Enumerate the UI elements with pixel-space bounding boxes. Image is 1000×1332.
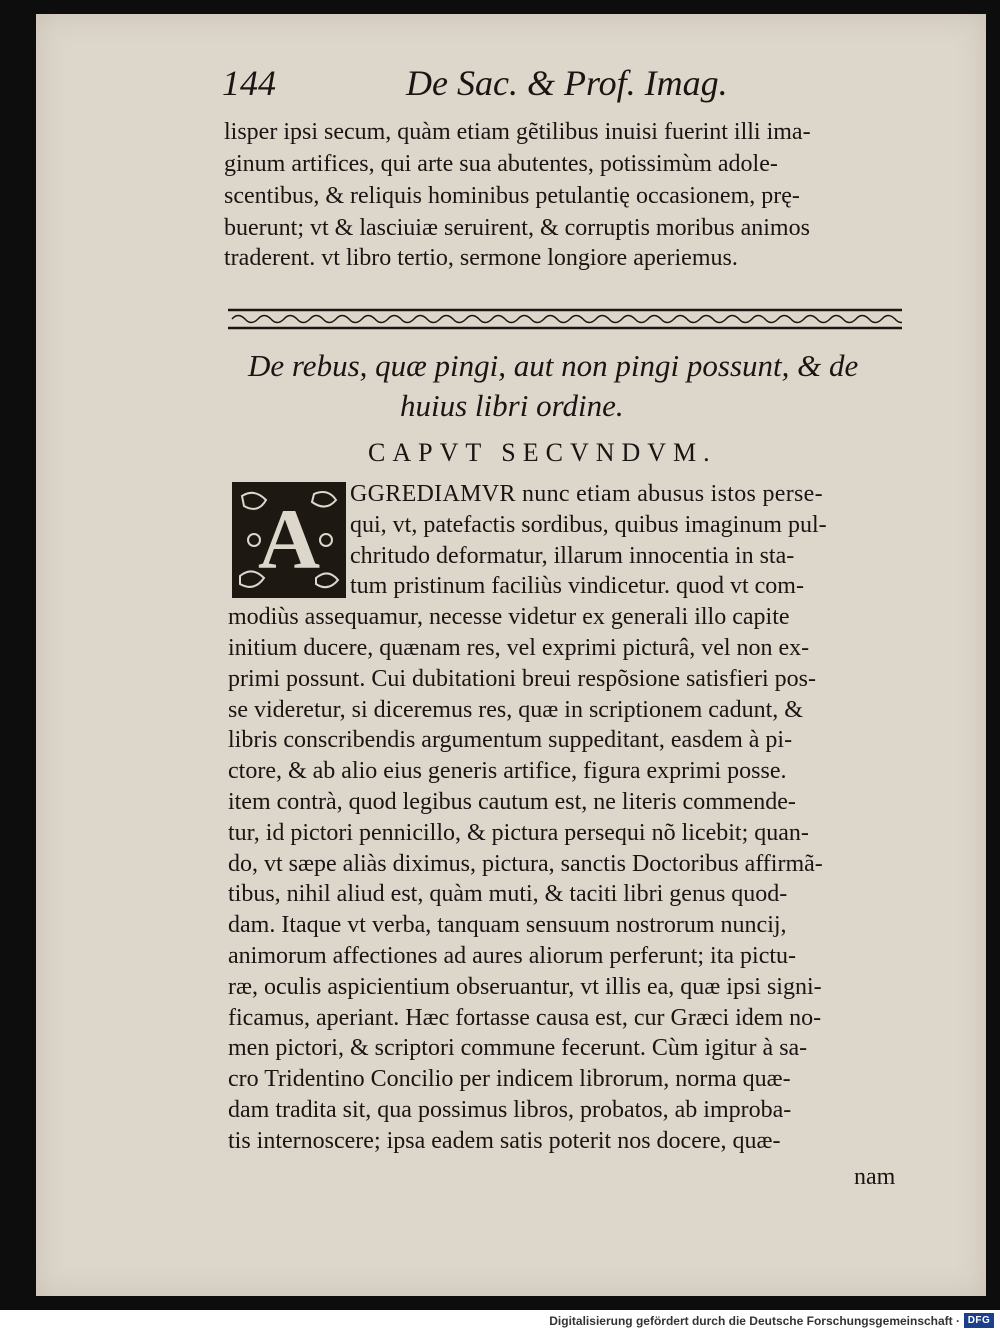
page-number: 144 bbox=[222, 63, 276, 103]
body-line: GGREDIAMVR nunc etiam abusus istos perse- bbox=[350, 481, 823, 507]
body-line: ctore, & ab alio eius generis artifice, figura exprimi posse. bbox=[228, 758, 787, 784]
body-line: tis internoscere; ipsa eadem satis poterit nos docere, quæ- bbox=[228, 1128, 781, 1154]
dfg-logo: DFG bbox=[964, 1313, 994, 1328]
body-line: cro Tridentino Concilio per indicem librorum, norma quæ- bbox=[228, 1066, 791, 1092]
initial-letter: A bbox=[257, 491, 321, 587]
footer-bar bbox=[0, 1310, 1000, 1332]
body-line: primi possunt. Cui dubitationi breui respõsione satisfieri pos- bbox=[228, 666, 816, 692]
page-header bbox=[222, 62, 922, 110]
body-line: se videretur, si diceremus res, quæ in scriptionem cadunt, & bbox=[228, 697, 803, 723]
chapter-heading: CAPVT SECVNDVM. bbox=[368, 438, 717, 467]
body-line: dam tradita sit, qua possimus libros, probatos, ab improba- bbox=[228, 1097, 792, 1123]
body-line: ficamus, aperiant. Hæc fortasse causa est, cur Græci idem no- bbox=[228, 1005, 822, 1031]
top-paragraph-line: scentibus, & reliquis hominibus petulantię occasionem, prę- bbox=[224, 183, 800, 209]
body-line: ræ, oculis aspicientium obseruantur, vt illis ea, quæ ipsi signi- bbox=[228, 974, 822, 1000]
body-line: item contrà, quod legibus cautum est, ne literis commende- bbox=[228, 789, 796, 815]
section-title-line-1: De rebus, quæ pingi, aut non pingi possunt, & de bbox=[248, 348, 859, 383]
section-title-line-2: huius libri ordine. bbox=[400, 388, 624, 423]
top-paragraph-line: traderent. vt libro tertio, sermone longiore aperiemus. bbox=[224, 245, 738, 271]
body-line: do, vt sæpe aliàs diximus, pictura, sanctis Doctoribus affirmã- bbox=[228, 851, 823, 877]
body-line: libris conscribendis argumentum suppeditant, easdem à pi- bbox=[228, 727, 793, 753]
body-line: tum pristinum faciliùs vindicetur. quod vt com- bbox=[350, 573, 804, 599]
body-line: tibus, nihil aliud est, quàm muti, & taciti libri genus quod- bbox=[228, 881, 788, 907]
body-line: chritudo deformatur, illarum innocentia in sta- bbox=[350, 543, 795, 569]
ornamental-divider bbox=[228, 308, 902, 330]
body-line: men pictori, & scriptori commune fecerunt. Cùm igitur à sa- bbox=[228, 1035, 808, 1061]
body-line: modiùs assequamur, necesse videtur ex generali illo capite bbox=[228, 604, 790, 630]
funding-note: Digitalisierung gefördert durch die Deutsche Forschungsgemeinschaft · bbox=[549, 1314, 960, 1328]
running-title: De Sac. & Prof. Imag. bbox=[406, 63, 728, 103]
body-line: dam. Itaque vt verba, tanquam sensuum nostrorum nuncij, bbox=[228, 912, 787, 938]
catchword: nam bbox=[854, 1164, 896, 1190]
top-paragraph-line: buerunt; vt & lasciuiæ seruirent, & corruptis moribus animos bbox=[224, 215, 810, 241]
decorated-initial bbox=[232, 482, 346, 598]
body-line: qui, vt, patefactis sordibus, quibus imaginum pul- bbox=[350, 512, 827, 538]
body-line: tur, id pictori pennicillo, & pictura persequi nõ licebit; quan- bbox=[228, 820, 809, 846]
top-paragraph-line: ginum artifices, qui arte sua abutentes, potissimùm adole- bbox=[224, 151, 778, 177]
top-paragraph-line: lisper ipsi secum, quàm etiam gẽtilibus inuisi fuerint illi ima- bbox=[224, 119, 811, 145]
body-line: animorum affectiones ad aures aliorum perferunt; ita pictu- bbox=[228, 943, 797, 969]
body-line: initium ducere, quænam res, vel exprimi picturâ, vel non ex- bbox=[228, 635, 810, 661]
